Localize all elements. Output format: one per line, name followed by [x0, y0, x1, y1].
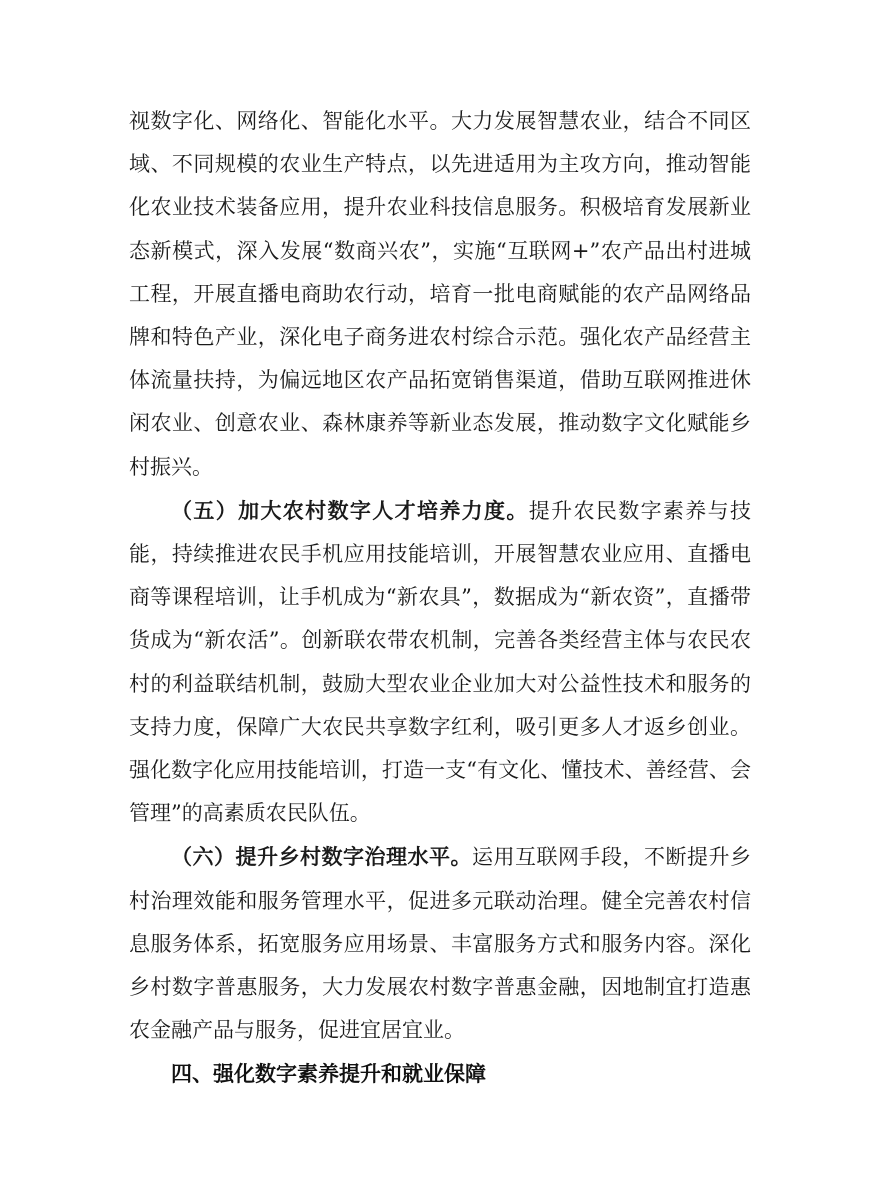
paragraph-text: 运用互联网手段，不断提升乡村治理效能和服务管理水平，促进多元联动治理。健全完善农村信息服务体系，拓宽服务应用场景、丰富服务方式和服务内容。深化乡村数字普惠服务，大力发展农村数字普惠金融，因地制宜打造惠农金融产品与服务，促进宜居宜业。 [129, 845, 751, 1043]
paragraph-rural-digital-governance [129, 835, 751, 1052]
paragraph-text: 视数字化、网络化、智能化水平。大力发展智慧农业，结合不同区域、不同规模的农业生产特点，以先进适用为主攻方向，推动智能化农业技术装备应用，提升农业科技信息服务。积极培育发展新业态新模式，深入发展“数商兴农”，实施“互联网+”农产品出村进城工程，开展直播电商助农行动，培育一批电商赋能的农产品网络品牌和特色产业，深化电子商务进农村综合示范。强化农产品经营主体流量扶持，为偏远地区农产品拓宽销售渠道，借助互联网推进休闲农业、创意农业、森林康养等新业态发展，推动数字文化赋能乡村振兴。 [129, 109, 751, 479]
paragraph-lead: （六）提升乡村数字治理水平。 [171, 844, 472, 870]
section-heading: 四、强化数字素养提升和就业保障 [171, 1062, 486, 1087]
paragraph-text: 提升农民数字素养与技能，持续推进农民手机应用技能培训，开展智慧农业应用、直播电商等课程培训，让手机成为“新农具”，数据成为“新农资”，直播带货成为“新农活”。创新联农带农机制，完善各类经营主体与农民农村的利益联结机制，鼓励大型农业企业加大对公益性技术和服务的支持力度，保障广大农民共享数字红利，吸引更多人才返乡创业。强化数字化应用技能培训，打造一支“有文化、懂技术、善经营、会管理”的高素质农民队伍。 [129, 498, 752, 826]
document-body [129, 100, 751, 1097]
paragraph-lead: （五）加大农村数字人才培养力度。 [171, 497, 529, 523]
paragraph-rural-digital-talent [129, 489, 751, 836]
paragraph-continuation [129, 100, 751, 489]
